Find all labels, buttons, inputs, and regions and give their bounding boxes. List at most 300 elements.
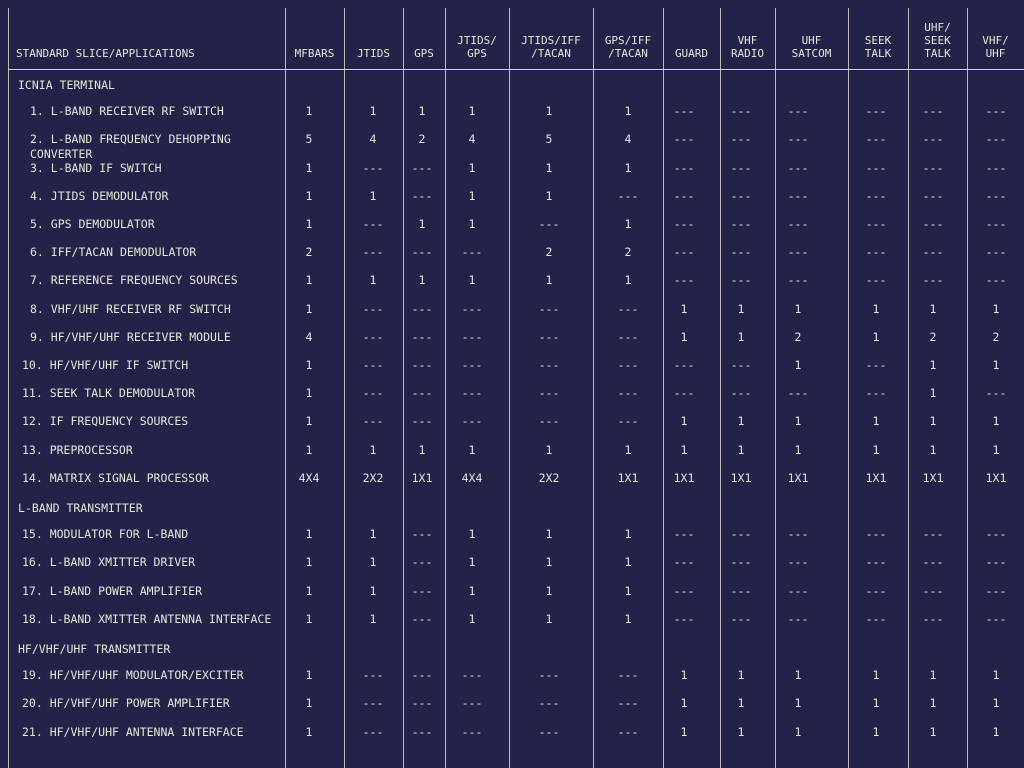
- table-cell: 1X1: [922, 470, 944, 485]
- table-cell: 1: [545, 104, 553, 119]
- table-cell: ---: [362, 245, 384, 260]
- column-header: JTIDS/IFF /TACAN: [521, 34, 581, 60]
- table-cell: 1: [624, 442, 632, 457]
- table-cell: ---: [538, 724, 560, 739]
- table-cell: 4: [624, 132, 632, 147]
- table-cell: ---: [673, 358, 695, 372]
- table-cell: 1: [468, 611, 476, 626]
- table-cell: ---: [985, 104, 1007, 119]
- table-cell: ---: [617, 386, 639, 401]
- table-cell: ---: [617, 329, 639, 344]
- row-label: 9. HF/VHF/UHF RECEIVER MODULE: [30, 329, 231, 344]
- table-row: [0, 696, 1024, 724]
- table-cell: ---: [673, 217, 695, 231]
- table-cell: 1: [794, 696, 802, 711]
- table-cell: 1: [624, 104, 632, 119]
- row-label: 12. IF FREQUENCY SOURCES: [22, 414, 189, 429]
- table-cell: ---: [617, 724, 639, 739]
- table-row: [0, 217, 1024, 245]
- table-cell: 2X2: [362, 470, 384, 485]
- table-cell: 1: [872, 724, 880, 739]
- table-cell: 1: [992, 668, 1000, 683]
- table-cell: 1: [929, 668, 937, 683]
- table-cell: ---: [985, 527, 1007, 542]
- column-header: GUARD: [674, 47, 709, 60]
- table-cell: ---: [985, 555, 1007, 570]
- table-cell: 1: [468, 583, 476, 598]
- table-cell: ---: [985, 132, 1007, 147]
- table-cell: ---: [411, 527, 433, 542]
- table-cell: 1: [468, 217, 476, 231]
- table-cell: ---: [922, 527, 944, 542]
- table-cell: 1X1: [673, 470, 695, 485]
- column-header: JTIDS: [356, 47, 391, 60]
- header-divider: [8, 69, 1024, 70]
- table-cell: ---: [865, 611, 887, 626]
- table-cell: 1: [305, 301, 313, 316]
- row-label: 3. L-BAND IF SWITCH: [30, 160, 162, 175]
- table-cell: 1: [369, 583, 377, 598]
- table-row: [0, 527, 1024, 555]
- table-cell: ---: [538, 386, 560, 401]
- table-cell: ---: [922, 132, 944, 147]
- table-cell: 1: [624, 273, 632, 288]
- table-row: [0, 443, 1024, 471]
- table-cell: ---: [673, 527, 695, 542]
- table-cell: 1: [369, 188, 377, 203]
- table-row: [0, 302, 1024, 330]
- row-label: 19. HF/VHF/UHF MODULATOR/EXCITER: [22, 668, 244, 683]
- row-label: 13. PREPROCESSOR: [22, 442, 133, 457]
- column-header: VHF/ UHF: [982, 34, 1009, 60]
- table-cell: 1: [369, 555, 377, 570]
- table-row: [0, 584, 1024, 612]
- table-cell: 1: [468, 104, 476, 119]
- table-cell: 4: [369, 132, 377, 147]
- table-cell: 1: [929, 442, 937, 457]
- table-cell: 2: [624, 245, 632, 260]
- table-cell: 1: [545, 160, 553, 175]
- table-cell: 2: [794, 329, 802, 344]
- table-cell: 2: [545, 245, 553, 260]
- table-cell: ---: [538, 696, 560, 711]
- table-cell: 1: [794, 301, 802, 316]
- table-cell: 1: [794, 442, 802, 457]
- table-cell: ---: [865, 527, 887, 542]
- table-cell: ---: [730, 160, 752, 175]
- table-cell: 1X1: [865, 470, 887, 485]
- table-cell: 1: [794, 724, 802, 739]
- row-label: 21. HF/VHF/UHF ANTENNA INTERFACE: [22, 724, 244, 739]
- table-cell: 5: [545, 132, 553, 147]
- table-cell: ---: [461, 386, 483, 401]
- table-cell: ---: [730, 104, 752, 119]
- table-cell: ---: [461, 668, 483, 683]
- table-cell: ---: [787, 583, 809, 598]
- table-cell: ---: [461, 414, 483, 429]
- table-cell: 1: [305, 386, 313, 401]
- table-cell: ---: [787, 527, 809, 542]
- table-cell: ---: [865, 104, 887, 119]
- table-cell: ---: [461, 329, 483, 344]
- table-cell: 2: [992, 329, 1000, 344]
- table-cell: ---: [865, 132, 887, 147]
- table-cell: ---: [787, 104, 809, 119]
- row-label: 18. L-BAND XMITTER ANTENNA INTERFACE: [22, 611, 272, 626]
- table-cell: 1: [305, 358, 313, 372]
- table-cell: 4: [305, 329, 313, 344]
- table-cell: 2: [305, 245, 313, 260]
- table-cell: ---: [362, 668, 384, 683]
- table-cell: ---: [922, 188, 944, 203]
- column-header: UHF/ SEEK TALK: [924, 21, 951, 60]
- table-cell: ---: [362, 696, 384, 711]
- table-cell: ---: [865, 583, 887, 598]
- table-cell: ---: [730, 386, 752, 401]
- table-cell: ---: [461, 245, 483, 260]
- table-cell: ---: [787, 273, 809, 288]
- table-cell: 1: [305, 696, 313, 711]
- table-cell: 1: [545, 527, 553, 542]
- table-cell: 1X1: [730, 470, 752, 485]
- table-cell: 1: [468, 273, 476, 288]
- table-cell: 1: [992, 414, 1000, 429]
- table-cell: 1: [737, 329, 745, 344]
- table-cell: ---: [538, 329, 560, 344]
- table-cell: 1: [418, 104, 426, 119]
- table-cell: ---: [362, 386, 384, 401]
- table-cell: 1: [929, 358, 937, 372]
- table-cell: 1: [305, 414, 313, 429]
- table-cell: ---: [922, 611, 944, 626]
- table-cell: ---: [787, 611, 809, 626]
- table-cell: ---: [362, 329, 384, 344]
- row-label: 2. L-BAND FREQUENCY DEHOPPING CONVERTER: [30, 132, 231, 162]
- row-label: 17. L-BAND POWER AMPLIFIER: [22, 583, 203, 598]
- table-cell: ---: [673, 611, 695, 626]
- table-cell: ---: [673, 555, 695, 570]
- table-cell: 1: [418, 217, 426, 231]
- table-cell: 1: [418, 442, 426, 457]
- table-cell: 1: [305, 217, 313, 231]
- table-cell: 1: [545, 442, 553, 457]
- column-header: SEEK TALK: [864, 34, 892, 60]
- table-cell: ---: [730, 245, 752, 260]
- table-cell: ---: [730, 611, 752, 626]
- table-cell: 1: [929, 414, 937, 429]
- table-cell: ---: [985, 611, 1007, 626]
- table-cell: 1: [872, 329, 880, 344]
- table-cell: 1: [680, 696, 688, 711]
- section-title: HF/VHF/UHF TRANSMITTER: [18, 642, 171, 656]
- table-cell: ---: [787, 217, 809, 231]
- column-header: STANDARD SLICE/APPLICATIONS: [16, 47, 195, 60]
- table-cell: ---: [730, 527, 752, 542]
- table-cell: ---: [865, 358, 887, 372]
- table-cell: ---: [362, 217, 384, 231]
- column-header: GPS: [414, 47, 434, 60]
- table-cell: ---: [730, 217, 752, 231]
- table-cell: 1: [872, 442, 880, 457]
- table-cell: ---: [730, 555, 752, 570]
- table-cell: 1: [737, 301, 745, 316]
- table-cell: ---: [673, 160, 695, 175]
- table-cell: ---: [985, 386, 1007, 401]
- table-cell: ---: [411, 583, 433, 598]
- table-cell: 1: [369, 273, 377, 288]
- table-cell: 1: [624, 160, 632, 175]
- table-cell: ---: [617, 696, 639, 711]
- table-cell: ---: [411, 611, 433, 626]
- table-cell: ---: [411, 668, 433, 683]
- table-cell: ---: [865, 555, 887, 570]
- table-row: [0, 189, 1024, 217]
- table-cell: ---: [865, 386, 887, 401]
- table-cell: ---: [673, 583, 695, 598]
- table-row: [0, 725, 1024, 753]
- column-header: UHF SATCOM: [791, 34, 832, 60]
- table-cell: ---: [461, 696, 483, 711]
- table-cell: ---: [673, 273, 695, 288]
- row-label: 7. REFERENCE FREQUENCY SOURCES: [30, 273, 238, 288]
- table-cell: ---: [362, 724, 384, 739]
- table-cell: ---: [985, 245, 1007, 260]
- table-cell: ---: [617, 668, 639, 683]
- table-cell: ---: [922, 555, 944, 570]
- table-cell: ---: [865, 245, 887, 260]
- table-cell: ---: [673, 386, 695, 401]
- table-row: [0, 245, 1024, 273]
- table-cell: ---: [922, 160, 944, 175]
- table-cell: ---: [985, 160, 1007, 175]
- table-cell: ---: [730, 358, 752, 372]
- table-row: [0, 668, 1024, 696]
- table-cell: 1: [545, 188, 553, 203]
- table-cell: ---: [985, 217, 1007, 231]
- table-cell: 1X1: [617, 470, 639, 485]
- table-cell: 1: [369, 442, 377, 457]
- table-cell: ---: [985, 273, 1007, 288]
- table-cell: 1: [369, 611, 377, 626]
- table-cell: 2X2: [538, 470, 560, 485]
- table-cell: 1X1: [411, 470, 433, 485]
- table-cell: ---: [411, 329, 433, 344]
- table-cell: ---: [411, 245, 433, 260]
- table-cell: ---: [411, 724, 433, 739]
- table-cell: 1: [369, 527, 377, 542]
- table-cell: ---: [730, 132, 752, 147]
- row-label: 5. GPS DEMODULATOR: [30, 217, 155, 231]
- table-cell: 1: [305, 160, 313, 175]
- table-cell: 1: [929, 386, 937, 401]
- table-cell: ---: [865, 188, 887, 203]
- table-cell: 1: [680, 724, 688, 739]
- table-cell: 5: [305, 132, 313, 147]
- table-cell: ---: [617, 301, 639, 316]
- table-cell: 1: [992, 358, 1000, 372]
- table-cell: ---: [985, 188, 1007, 203]
- table-cell: ---: [922, 583, 944, 598]
- table-cell: 1: [680, 668, 688, 683]
- table-cell: 1: [305, 555, 313, 570]
- table-cell: ---: [673, 245, 695, 260]
- table-cell: 4X4: [461, 470, 483, 485]
- table-cell: 1: [305, 442, 313, 457]
- table-cell: ---: [865, 160, 887, 175]
- table-cell: ---: [411, 301, 433, 316]
- table-cell: 1: [680, 329, 688, 344]
- table-cell: ---: [787, 188, 809, 203]
- table-cell: 1: [624, 555, 632, 570]
- table-cell: 1: [992, 696, 1000, 711]
- table-cell: 1: [468, 442, 476, 457]
- table-cell: 1: [737, 414, 745, 429]
- table-row: [0, 104, 1024, 132]
- column-header: VHF RADIO: [730, 34, 765, 60]
- table-cell: ---: [865, 217, 887, 231]
- table-cell: ---: [411, 696, 433, 711]
- table-cell: ---: [730, 188, 752, 203]
- table-cell: ---: [362, 414, 384, 429]
- table-row: [0, 358, 1024, 386]
- table-cell: ---: [922, 273, 944, 288]
- table-cell: ---: [617, 414, 639, 429]
- section-title: ICNIA TERMINAL: [18, 78, 115, 92]
- row-label: 14. MATRIX SIGNAL PROCESSOR: [22, 470, 209, 485]
- table-cell: 1: [929, 696, 937, 711]
- table-cell: ---: [673, 132, 695, 147]
- row-label: 1. L-BAND RECEIVER RF SWITCH: [30, 104, 224, 119]
- table-row: [0, 330, 1024, 358]
- table-cell: 1: [680, 414, 688, 429]
- table-row: [0, 132, 1024, 160]
- table-cell: ---: [362, 160, 384, 175]
- table-cell: ---: [617, 188, 639, 203]
- table-cell: ---: [865, 273, 887, 288]
- table-cell: 1: [305, 527, 313, 542]
- table-cell: 2: [929, 329, 937, 344]
- table-cell: ---: [461, 724, 483, 739]
- table-cell: 1: [794, 358, 802, 372]
- table-cell: ---: [538, 358, 560, 372]
- table-cell: ---: [538, 301, 560, 316]
- table-cell: ---: [922, 217, 944, 231]
- table-cell: ---: [673, 188, 695, 203]
- table-cell: 1: [929, 724, 937, 739]
- row-label: 4. JTIDS DEMODULATOR: [30, 188, 169, 203]
- row-label: 11. SEEK TALK DEMODULATOR: [22, 386, 196, 401]
- table-cell: 1: [992, 442, 1000, 457]
- table-cell: ---: [538, 414, 560, 429]
- table-cell: ---: [673, 104, 695, 119]
- table-cell: 1: [680, 301, 688, 316]
- table-cell: 4: [468, 132, 476, 147]
- table-cell: 1: [305, 188, 313, 203]
- table-cell: ---: [411, 358, 433, 372]
- table-cell: 1: [992, 724, 1000, 739]
- table-cell: 1: [794, 414, 802, 429]
- table-cell: ---: [362, 301, 384, 316]
- row-label: 6. IFF/TACAN DEMODULATOR: [30, 245, 197, 260]
- table-cell: 1: [545, 273, 553, 288]
- table-cell: 1: [624, 217, 632, 231]
- table-cell: 1: [305, 273, 313, 288]
- table-cell: ---: [411, 188, 433, 203]
- table-row: [0, 161, 1024, 189]
- table-cell: 1: [418, 273, 426, 288]
- table-cell: 1: [794, 668, 802, 683]
- table-cell: 1: [468, 160, 476, 175]
- row-label: 10. HF/VHF/UHF IF SWITCH: [22, 358, 189, 372]
- row-label: 8. VHF/UHF RECEIVER RF SWITCH: [30, 301, 231, 316]
- table-cell: 1: [872, 414, 880, 429]
- table-cell: 1: [305, 104, 313, 119]
- table-cell: ---: [730, 583, 752, 598]
- table-cell: ---: [617, 358, 639, 372]
- table-cell: ---: [411, 160, 433, 175]
- table-cell: ---: [730, 273, 752, 288]
- table-cell: 1X1: [985, 470, 1007, 485]
- table-cell: 1: [305, 583, 313, 598]
- table-cell: 1: [624, 527, 632, 542]
- table-cell: 1: [737, 696, 745, 711]
- table-cell: 1X1: [787, 470, 809, 485]
- table-cell: 1: [624, 583, 632, 598]
- table-cell: ---: [985, 583, 1007, 598]
- table-cell: 1: [737, 668, 745, 683]
- column-header: MFBARS: [294, 47, 335, 60]
- row-label: 20. HF/VHF/UHF POWER AMPLIFIER: [22, 696, 230, 711]
- table-cell: ---: [411, 386, 433, 401]
- table-cell: 1: [737, 442, 745, 457]
- table-cell: ---: [461, 358, 483, 372]
- table-cell: ---: [538, 668, 560, 683]
- table-cell: 1: [992, 301, 1000, 316]
- table-cell: 1: [872, 668, 880, 683]
- table-cell: 1: [872, 696, 880, 711]
- row-label: 15. MODULATOR FOR L-BAND: [22, 527, 189, 542]
- table-row: [0, 386, 1024, 414]
- table-cell: 1: [305, 724, 313, 739]
- table-row: [0, 612, 1024, 640]
- table-cell: 1: [305, 668, 313, 683]
- table-cell: ---: [787, 132, 809, 147]
- table-row: [0, 273, 1024, 301]
- table-cell: 1: [624, 611, 632, 626]
- table-cell: 4X4: [298, 470, 320, 485]
- table-cell: 1: [737, 724, 745, 739]
- table-cell: 1: [929, 301, 937, 316]
- table-cell: 1: [305, 611, 313, 626]
- table-cell: ---: [538, 217, 560, 231]
- table-cell: ---: [787, 160, 809, 175]
- table-cell: 1: [680, 442, 688, 457]
- table-cell: ---: [362, 358, 384, 372]
- table-cell: 1: [369, 104, 377, 119]
- table-cell: ---: [411, 414, 433, 429]
- table-cell: ---: [787, 386, 809, 401]
- table-cell: ---: [922, 104, 944, 119]
- table-cell: ---: [411, 555, 433, 570]
- column-header: GPS/IFF /TACAN: [604, 34, 652, 60]
- table-cell: ---: [787, 245, 809, 260]
- table-cell: 2: [418, 132, 426, 147]
- column-header: JTIDS/ GPS: [457, 34, 497, 60]
- table-cell: 1: [545, 555, 553, 570]
- table-cell: 1: [872, 301, 880, 316]
- table-cell: 1: [545, 611, 553, 626]
- table-row: [0, 471, 1024, 499]
